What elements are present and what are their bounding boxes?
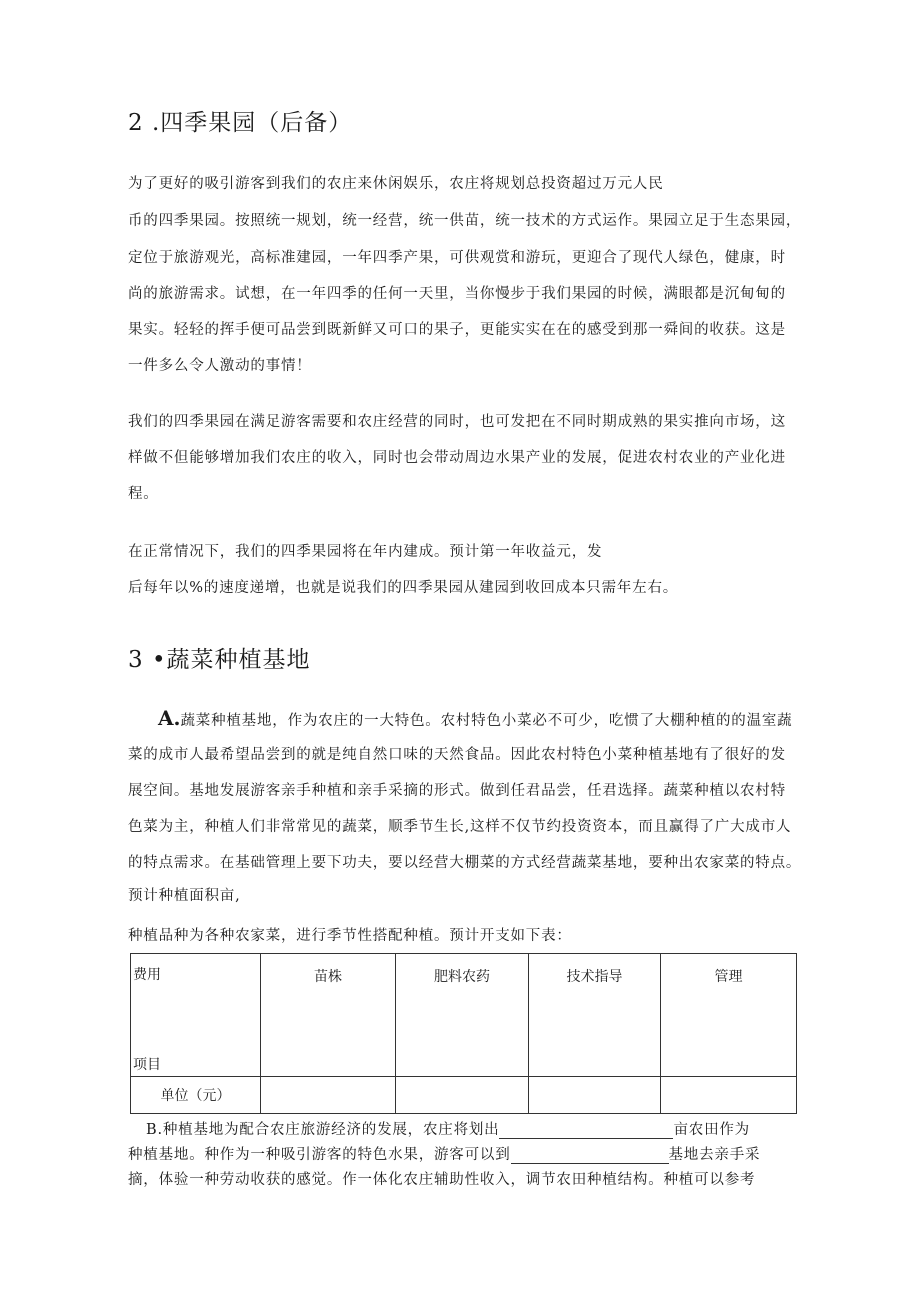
text-line: 摘，体验一种劳动收获的感觉。作一体化农庄辅助性收入，调节农田种植结构。种植可以参考 bbox=[128, 1172, 756, 1188]
text-line bbox=[128, 1143, 760, 1164]
table-intro: 种植品种为各种农家菜，进行季节性搭配种植。预计开支如下表： bbox=[128, 928, 572, 944]
section-2-heading: 2 .四季果园（后备） bbox=[128, 110, 353, 136]
table-row bbox=[131, 1077, 797, 1114]
text-line: 尚的旅游需求。试想，在一年四季的任何一天里，当你慢步于我们果园的时候，满眼都是沉甸甸的 bbox=[128, 286, 786, 302]
text-span: B.种植基地为配合农庄旅游经济的发展，农庄将划出 bbox=[146, 1122, 500, 1138]
table-cell bbox=[529, 1077, 661, 1114]
text-line: 果实。轻轻的挥手便可品尝到既新鲜又可口的果子，更能实实在在的感受到那一舜间的收获。这是 bbox=[128, 322, 786, 338]
text-line: 为了更好的吸引游客到我们的农庄来休闲娱乐，农庄将规划总投资超过万元人民 bbox=[128, 176, 664, 192]
text-line: 后每年以%的速度递增，也就是说我们的四季果园从建园到收回成本只需年左右。 bbox=[128, 580, 679, 596]
table-cell bbox=[396, 1077, 529, 1114]
table-corner-cell bbox=[131, 954, 261, 1077]
header-label: 苗株 bbox=[314, 969, 342, 985]
table-header-cell bbox=[661, 954, 797, 1077]
section-3-heading: 3 •蔬菜种植基地 bbox=[128, 647, 311, 673]
text-span: 基地去亲手采 bbox=[668, 1147, 761, 1163]
table-header-cell bbox=[529, 954, 661, 1077]
header-label: 肥料农药 bbox=[434, 969, 490, 985]
table-cell bbox=[661, 1077, 797, 1114]
header-label: 管理 bbox=[714, 969, 743, 985]
text-line: 展空间。基地发展游客亲手种植和亲手采摘的形式。做到任君品尝，任君选择。蔬菜种植以农村特 bbox=[128, 783, 786, 799]
text-span: 亩农田作为 bbox=[673, 1122, 750, 1138]
text-line: 在正常情况下，我们的四季果园将在年内建成。预计第一年收益元，发 bbox=[128, 544, 603, 560]
header-label: 技术指导 bbox=[566, 969, 623, 985]
corner-label-top: 费用 bbox=[133, 967, 161, 983]
table-header-cell bbox=[396, 954, 529, 1077]
expense-table bbox=[130, 953, 797, 1114]
corner-label-bottom: 项目 bbox=[133, 1057, 161, 1073]
fill-in-blank bbox=[499, 1124, 673, 1139]
fill-in-blank bbox=[511, 1149, 669, 1164]
text-line: 一件多么令人激动的事情！ bbox=[128, 358, 312, 374]
table-cell bbox=[261, 1077, 396, 1114]
text-line: 我们的四季果园在满足游客需要和农庄经营的同时，也可发把在不同时期成熟的果实推向市场，这 bbox=[128, 414, 786, 430]
text-line: 程。 bbox=[128, 486, 159, 502]
text-line: 预计种植面积亩, bbox=[128, 888, 241, 904]
text-span: 种植基地。种作为一种吸引游客的特色水果，游客可以到 bbox=[128, 1147, 511, 1163]
text-line bbox=[158, 706, 792, 730]
text-line bbox=[146, 1118, 750, 1139]
text-line: 样做不但能够增加我们农庄的收入，同时也会带动周边水果产业的发展，促进农村农业的产业化进 bbox=[128, 450, 786, 466]
text-span: 蔬菜种植基地，作为农庄的一大特色。农村特色小菜必不可少，吃惯了大棚种植的的温室蔬 bbox=[180, 713, 793, 729]
table-header-row bbox=[131, 954, 797, 1077]
text-line: 菜的成市人最希望品尝到的就是纯自然口味的天然食品。因此农村特色小菜种植基地有了很好的发 bbox=[128, 747, 786, 763]
text-line: 币的四季果园。按照统一规划，统一经营，统一供苗，统一技术的方式运作。果园立足于生态果园， bbox=[128, 213, 802, 229]
text-line: 定位于旅游观光，高标准建园，一年四季产果，可供观赏和游玩，更迎合了现代人绿色，健康，时 bbox=[128, 250, 786, 266]
text-line: 的特点需求。在基础管理上要下功夫，要以经营大棚菜的方式经营蔬菜基地，要种出农家菜的特点。 bbox=[128, 855, 802, 871]
list-marker-a: A. bbox=[158, 706, 181, 730]
table-header-cell bbox=[261, 954, 396, 1077]
unit-label-cell: 单位（元） bbox=[131, 1077, 261, 1114]
text-line: 色菜为主，种植人们非常常见的蔬菜，顺季节生长,这样不仅节约投资资本，而且赢得了广大成市人 bbox=[128, 819, 792, 835]
